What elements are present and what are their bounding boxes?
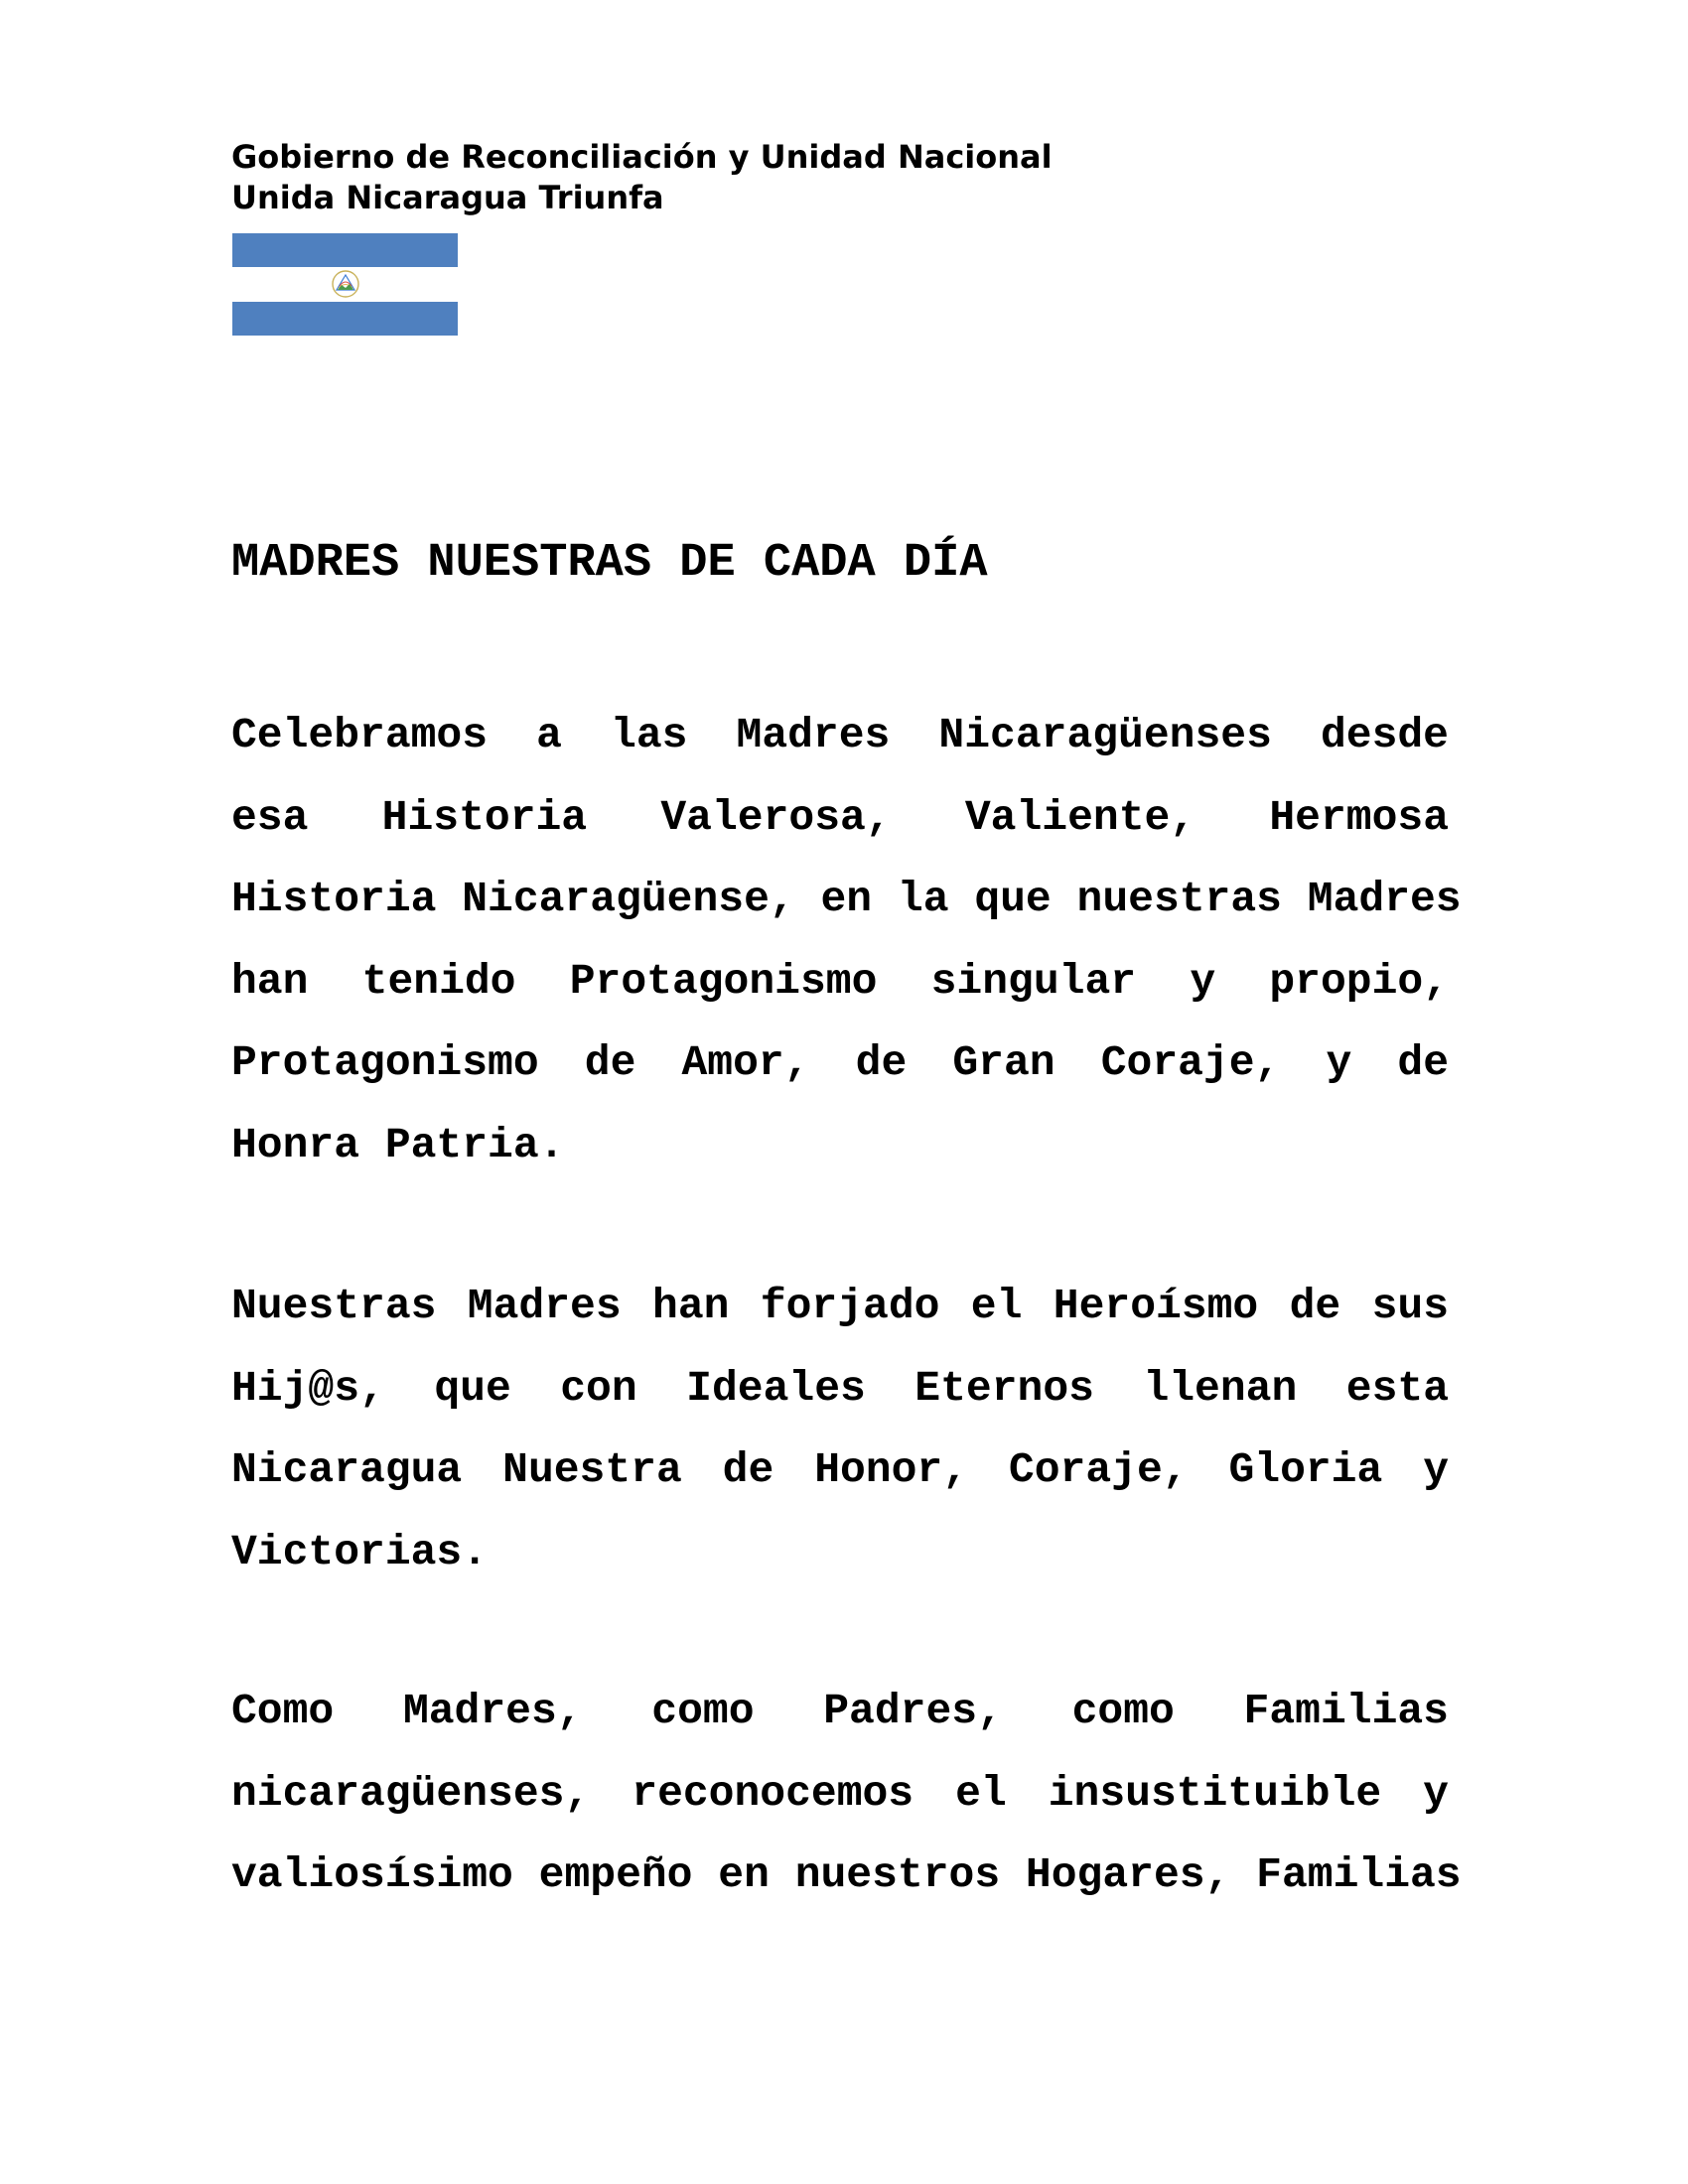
paragraph-line: Victorias. [231, 1527, 489, 1576]
paragraph-line: Celebramos a las Madres Nicaragüenses desde [231, 711, 1449, 759]
paragraph-line: nicaragüenses, reconocemos el insustituible y [231, 1768, 1449, 1818]
paragraph-line: valiosísimo empeño en nuestros Hogares, Familias [231, 1850, 1462, 1899]
paragraph-2 [231, 1266, 1449, 1593]
flag-top-band [232, 233, 458, 267]
paragraph-line: Protagonismo de Amor, de Gran Coraje, y de [231, 1038, 1449, 1087]
header-government-name: Gobierno de Reconciliación y Unidad Nacional [231, 138, 1053, 176]
paragraph-3 [231, 1671, 1462, 1917]
paragraph-line: Nuestras Madres han forjado el Heroísmo de sus [231, 1282, 1449, 1330]
paragraph-line: Hij@s, que con Ideales Eternos llenan esta [231, 1363, 1449, 1413]
flag-bottom-band [232, 302, 458, 336]
paragraph-line: Honra Patria. [231, 1120, 565, 1169]
paragraph-line: Como Madres, como Padres, como Familias [231, 1687, 1449, 1735]
coat-of-arms-icon [328, 269, 363, 299]
document-header [231, 137, 1053, 218]
paragraph-line: Historia Nicaragüense, en la que nuestras Madres [231, 875, 1462, 923]
header-slogan: Unida Nicaragua Triunfa [231, 179, 664, 216]
document-title: MADRES NUESTRAS DE CADA DÍA [231, 537, 988, 590]
paragraph-line: esa Historia Valerosa, Valiente, Hermosa [231, 792, 1449, 842]
paragraph-line: han tenido Protagonismo singular y propio, [231, 956, 1449, 1006]
paragraph-line: Nicaragua Nuestra de Honor, Coraje, Gloria y [231, 1445, 1449, 1494]
paragraph-1 [231, 695, 1462, 1186]
nicaragua-flag-icon [232, 233, 458, 336]
